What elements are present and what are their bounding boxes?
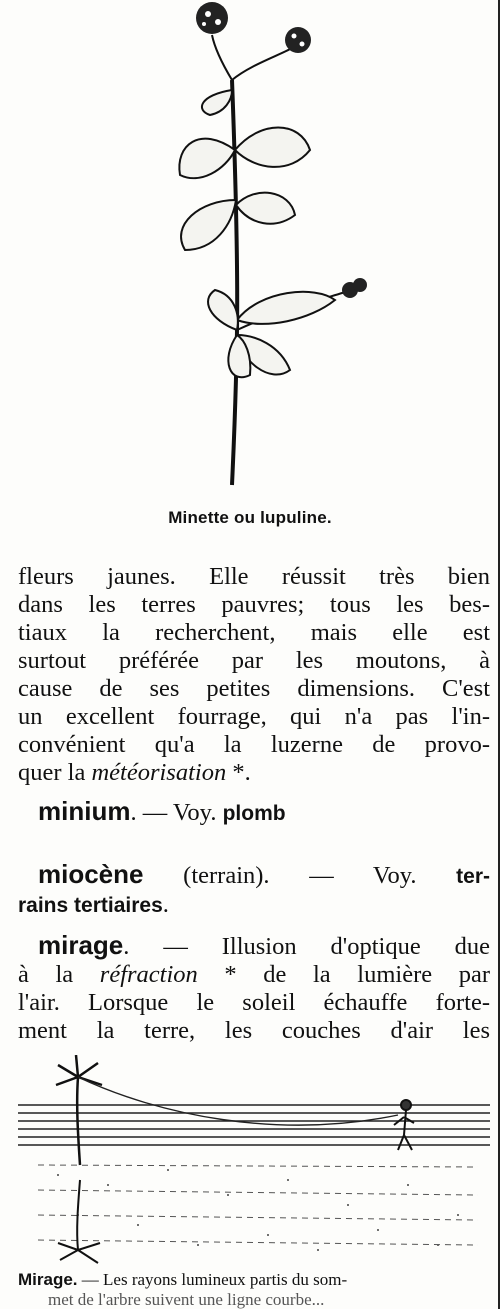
text-fragment: . <box>162 891 169 918</box>
headword-miocene: miocène <box>38 859 144 889</box>
text-line <box>18 931 490 961</box>
text-line <box>18 759 490 787</box>
text-line: surtout préférée par les moutons, à <box>18 647 490 674</box>
text-fragment: *. <box>226 759 251 786</box>
text-line: l'air. Lorsque le soleil échauffe forte- <box>18 989 490 1016</box>
text-line: dans les terres pauvres; tous les bes- <box>18 591 490 618</box>
text-line <box>38 797 490 828</box>
lupuline-illustration <box>140 0 370 490</box>
crossref-plomb: plomb <box>222 802 286 825</box>
caption-text: — Les rayons lumineux partis du som- <box>77 1270 348 1289</box>
text-line: cause de ses petites dimensions. C'est <box>18 675 490 702</box>
text-fragment: (terrain). — Voy. <box>143 862 457 889</box>
text-line: convénient qu'a la luzerne de provo- <box>18 731 490 758</box>
mirage-illustration <box>18 1055 490 1265</box>
caption-line <box>0 1270 500 1290</box>
text-line <box>18 961 490 989</box>
figure-caption-mirage <box>0 1270 500 1309</box>
text-line <box>18 891 490 920</box>
caption-line-cut: met de l'arbre suivent une ligne courbe... <box>48 1290 325 1309</box>
entry-mirage <box>18 931 490 1045</box>
crossref-terrains-tertiaires: ter- <box>456 865 490 888</box>
text-fragment: * de la lumière par <box>197 961 490 988</box>
headword-mirage: mirage <box>38 930 124 960</box>
headword-minium: minium <box>38 796 131 826</box>
text-line: tiaux la recherchent, mais elle est <box>18 619 490 646</box>
entry-minium <box>38 797 490 828</box>
figure-caption-lupuline: Minette ou lupuline. <box>168 508 332 527</box>
caption-head: Mirage. <box>18 1270 78 1289</box>
entry-miocene <box>18 860 490 920</box>
text-line <box>18 860 490 891</box>
text-line: fleurs jaunes. Elle réussit très bien <box>18 563 490 590</box>
entry-continuation <box>18 563 490 787</box>
crossref-refraction: réfraction <box>99 961 198 988</box>
text-fragment: à la <box>18 961 100 988</box>
text-fragment: . — Illusion d'optique due <box>123 933 490 960</box>
text-line: ment la terre, les couches d'air les <box>18 1017 490 1044</box>
text-line: un excellent fourrage, qui n'a pas l'in- <box>18 703 490 730</box>
crossref-terrains-tertiaires-cont: rains tertiaires <box>18 894 163 917</box>
crossref-meteorisation: météorisation <box>91 759 227 786</box>
text-fragment: . — Voy. <box>130 799 223 826</box>
text-fragment: quer la <box>18 759 92 786</box>
